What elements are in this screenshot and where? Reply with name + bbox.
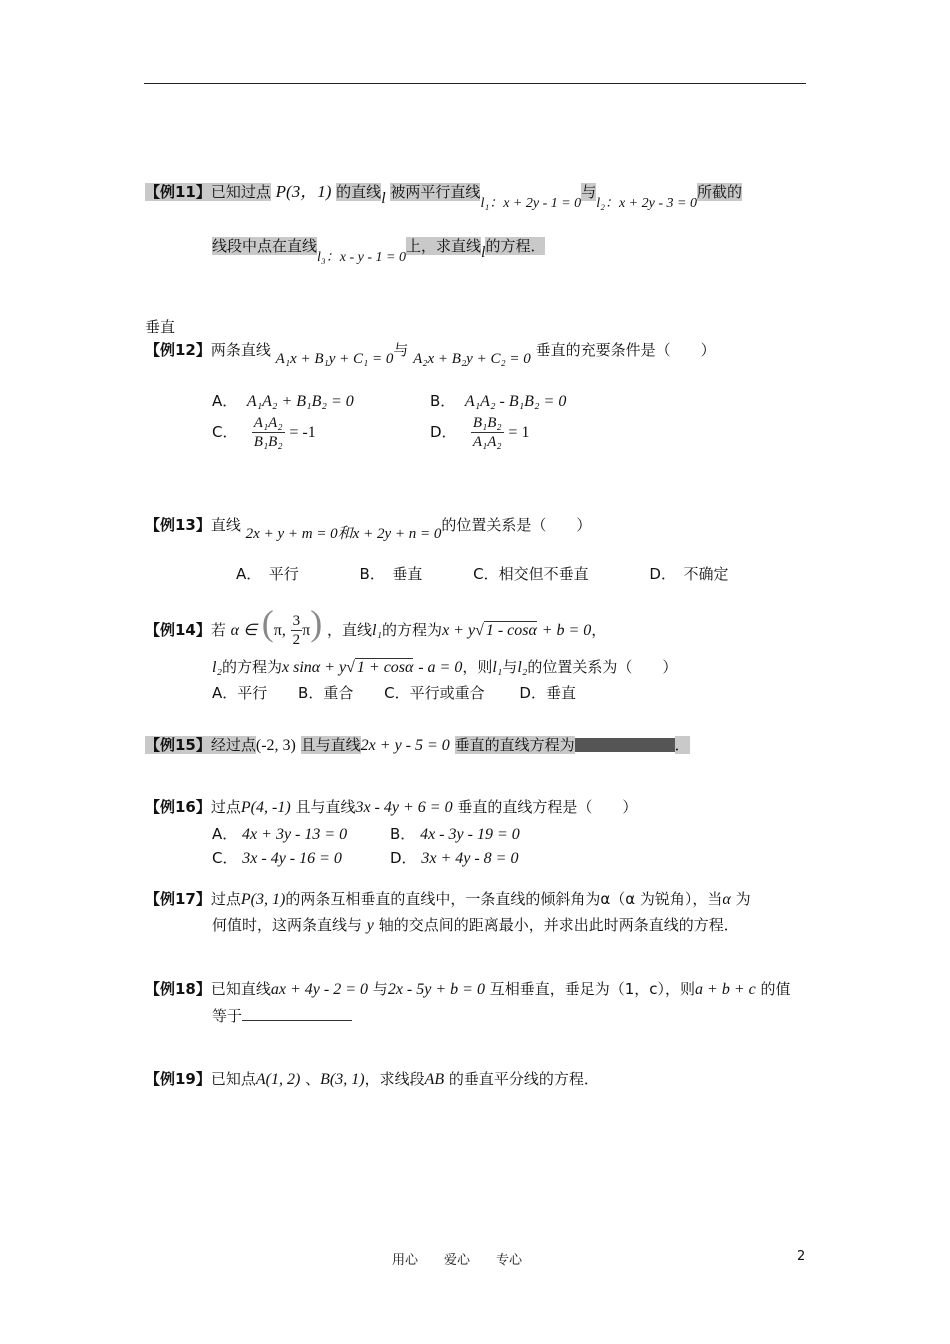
- fraction: $\frac{\text{B₁B₂}}{\text{A₁A₂}}$: [472, 415, 502, 450]
- page-number: 2: [797, 1249, 806, 1264]
- answer-blank: [575, 738, 675, 752]
- example-15: 【例15】经过点(-2, 3) 且与直线2x + y - 5 = 0 垂直的直线方程为 ．: [145, 736, 690, 754]
- example-12-option-d: D． $\frac{\text{B₁B₂}}{\text{A₁A₂}}$ = 1: [430, 415, 530, 450]
- example-label: 【例19】: [145, 1070, 211, 1088]
- math-point: P(3，1): [275, 182, 332, 201]
- example-label: 【例16】: [145, 798, 211, 816]
- example-18-line-2: 等于: [212, 1005, 352, 1026]
- example-13-stem: 【例13】直线 2x + y + m = 0和x + 2y + n = 0的位置关系是（ ）: [145, 516, 592, 542]
- answer-blank: [242, 1006, 352, 1021]
- example-13-options: A． 平行 B． 垂直 C．相交但不垂直 D． 不确定: [236, 565, 729, 583]
- example-12-stem: 【例12】两条直线 A₁x + B₁y + C₁ = 0与 A₂x + B₂y + C₂ = 0 垂直的充要条件是（ ）: [145, 341, 716, 367]
- header-rule: [144, 83, 806, 84]
- example-label: 【例15】: [145, 736, 211, 754]
- example-12-option-a: A． A₁A₂ + B₁B₂ = 0: [212, 392, 354, 410]
- fraction: $\frac{3}{2}$: [292, 613, 301, 648]
- example-14-line-2: l₂的方程为x sinα + y√ 1 + cosα - a = 0，则l₁与l₂的位置关系为（ ）: [212, 658, 678, 676]
- example-label: 【例11】: [145, 183, 211, 201]
- example-16-stem: 【例16】过点P(4, -1) 且与直线3x - 4y + 6 = 0 垂直的直线方程是（ ）: [145, 798, 638, 816]
- example-label: 【例14】: [145, 621, 211, 639]
- interval-paren: (: [261, 603, 274, 643]
- example-18-line-1: 【例18】已知直线ax + 4y - 2 = 0 与2x - 5y + b = 0 互相垂直，垂足为（1，c），则a + b + c 的值: [145, 980, 791, 998]
- example-14-options: A．平行 B．重合 C．平行或重合 D．垂直: [212, 684, 576, 702]
- example-17-line-1: 【例17】过点P(3, 1)的两条互相垂直的直线中，一条直线的倾斜角为α（α 为锐角），当α 为: [145, 890, 751, 908]
- footer-motto: 用心 爱心 专心: [392, 1253, 523, 1268]
- example-11-line-1: 【例11】已知过点 P(3，1) 的直线l 被两平行直线l₁：x + 2y - 1 = 0与l₂：x + 2y - 3 = 0所截的: [145, 182, 742, 211]
- example-11-line-2: 线段中点在直线l₃：x - y - 1 = 0上，求直线l的方程．: [212, 237, 546, 265]
- example-12-option-c: C． $\frac{\text{A₁A₂}}{\text{B₁B₂}}$ = -1: [212, 415, 316, 450]
- example-16-option-c: C． 3x - 4y - 16 = 0: [212, 849, 342, 867]
- example-16-option-a: A． 4x + 3y - 13 = 0: [212, 825, 348, 843]
- example-12-option-b: B． A₁A₂ - B₁B₂ = 0: [430, 392, 567, 410]
- fraction: $\frac{\text{A₁A₂}}{\text{B₁B₂}}$: [253, 415, 283, 450]
- example-label: 【例12】: [145, 341, 211, 359]
- example-19: 【例19】已知点A(1, 2) 、B(3, 1)，求线段AB 的垂直平分线的方程．: [145, 1070, 599, 1088]
- section-heading: 垂直: [145, 318, 176, 336]
- example-16-option-d: D． 3x + 4y - 8 = 0: [390, 849, 519, 867]
- example-label: 【例17】: [145, 890, 211, 908]
- example-17-line-2: 何值时，这两条直线与 y 轴的交点间的距离最小，并求出此时两条直线的方程．: [212, 916, 739, 934]
- example-16-option-b: B． 4x - 3y - 19 = 0: [390, 825, 520, 843]
- example-14-line-1: 【例14】若 α ∈ (π, $\frac{3}{2}$ π) ，直线l₁的方程为x + y√ 1 - cosα + b = 0，: [145, 603, 607, 648]
- example-label: 【例18】: [145, 980, 211, 998]
- example-label: 【例13】: [145, 516, 211, 534]
